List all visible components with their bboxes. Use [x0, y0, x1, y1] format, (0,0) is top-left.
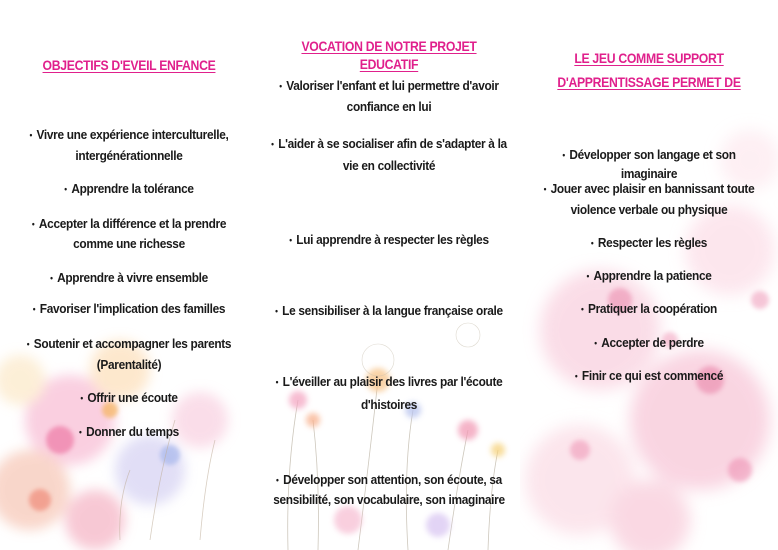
list-item [13, 180, 245, 199]
list-item-continuation [271, 157, 507, 175]
bullet-icon: • [580, 304, 584, 314]
bullet-icon: • [80, 393, 83, 403]
bullet-icon: • [26, 339, 30, 349]
list-item-text: Offrir une écoute [87, 390, 178, 405]
list-item-text: Valoriser l'enfant et lui permettre d'avoir [286, 78, 499, 93]
list-item [271, 373, 507, 392]
bullet-icon: • [562, 150, 565, 160]
list-item [533, 334, 765, 353]
list-item-text: Respecter les règles [597, 235, 708, 250]
column-vocation [258, 0, 520, 550]
list-item [13, 215, 245, 234]
list-item-text: sensibilité, son vocabulaire, son imaginaire [273, 492, 505, 507]
list-item [533, 234, 765, 253]
list-item [271, 302, 507, 321]
bullet-icon: • [276, 475, 279, 485]
bullet-icon: • [590, 238, 594, 248]
list-item-text: Favoriser l'implication des familles [39, 301, 226, 316]
bullet-icon: • [586, 271, 589, 281]
list-item [533, 367, 765, 386]
list-item-text: Jouer avec plaisir en bannissant toute [550, 181, 755, 196]
column-title: OBJECTIFS D'EVEIL ENFANCE [42, 58, 216, 73]
list-item-continuation [271, 491, 507, 509]
list-item-continuation [13, 235, 245, 253]
bullet-icon: • [275, 377, 279, 387]
list-item-continuation [13, 147, 245, 165]
list-item-text: Soutenir et accompagner les parents [33, 336, 232, 351]
list-item-text: Vivre une expérience interculturelle, [36, 127, 229, 142]
column-title: VOCATION DE NOTRE PROJET EDUCATIF [301, 39, 477, 72]
list-item [533, 300, 765, 319]
list-item [13, 423, 245, 442]
list-item-continuation [533, 201, 765, 219]
list-item-text: confiance en lui [346, 99, 432, 114]
list-item-continuation [271, 98, 507, 116]
column-objectifs [0, 0, 258, 550]
list-item-text: violence verbale ou physique [570, 202, 728, 217]
list-item [271, 77, 507, 96]
list-item [271, 471, 507, 490]
bullet-icon: • [543, 184, 547, 194]
column-title: D'APPRENTISSAGE PERMET DE [557, 75, 741, 90]
bullet-icon: • [574, 371, 578, 381]
list-item-text: Apprendre la patience [593, 268, 712, 283]
list-item-text: d'histoires [360, 397, 418, 412]
list-item [533, 180, 765, 199]
list-item [13, 269, 245, 288]
list-item [13, 126, 245, 145]
list-item-text: Pratiquer la coopération [588, 301, 717, 316]
list-item [533, 267, 765, 286]
list-item-text: Développer son langage et son imaginaire [569, 147, 736, 181]
list-item-text: Finir ce qui est commencé [581, 368, 724, 383]
column-jeu [520, 0, 778, 550]
list-item-text: (Parentalité) [96, 357, 162, 372]
list-item-text: Apprendre à vivre ensemble [57, 270, 208, 285]
bullet-icon: • [50, 273, 53, 283]
list-item-text: Développer son attention, son écoute, sa [283, 472, 502, 487]
bullet-icon: • [79, 427, 82, 437]
list-item-text: vie en collectivité [342, 158, 436, 173]
list-item [271, 231, 507, 250]
column-title: LE JEU COMME SUPPORT [574, 51, 724, 66]
list-item [13, 335, 245, 354]
list-item [13, 389, 245, 408]
bullet-icon: • [279, 81, 282, 91]
list-item-text: L'éveiller au plaisir des livres par l'écoute [282, 374, 503, 389]
list-item-continuation [13, 356, 245, 374]
list-item-text: Apprendre la tolérance [71, 181, 194, 196]
list-item-text: Donner du temps [86, 424, 179, 439]
bullet-icon: • [275, 306, 278, 316]
bullet-icon: • [594, 338, 597, 348]
list-item-text: L'aider à se socialiser afin de s'adapter à la [278, 136, 507, 151]
list-item-continuation [271, 396, 507, 414]
list-item [271, 135, 507, 154]
bullet-icon: • [32, 304, 36, 314]
list-item-text: Accepter de perdre [601, 335, 704, 350]
list-item-text: intergénérationnelle [75, 148, 183, 163]
bullet-icon: • [29, 130, 33, 140]
list-item [13, 300, 245, 319]
list-item-text: comme une richesse [73, 236, 185, 251]
bullet-icon: • [271, 139, 274, 149]
list-item-text: Le sensibiliser à la langue française orale [282, 303, 503, 318]
bullet-icon: • [64, 184, 67, 194]
bullet-icon: • [31, 219, 35, 229]
list-item [533, 146, 765, 183]
bullet-icon: • [289, 235, 292, 245]
list-item-text: Accepter la différence et la prendre [38, 216, 227, 231]
list-item-text: Lui apprendre à respecter les règles [296, 232, 489, 247]
